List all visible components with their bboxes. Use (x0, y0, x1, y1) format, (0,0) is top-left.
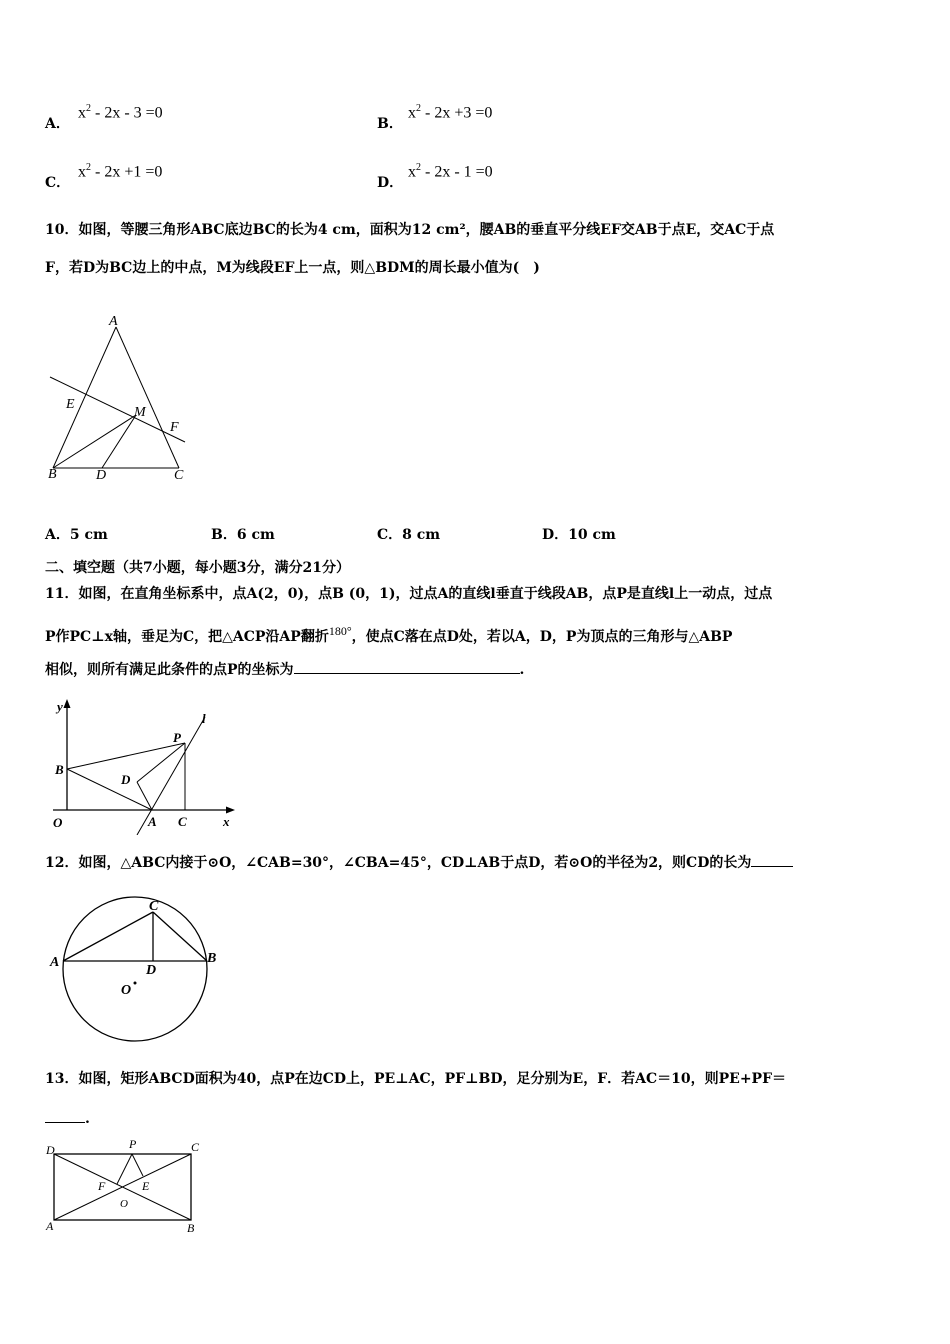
label-c: C (178, 814, 187, 829)
q10-option-a: A．5 cm (45, 527, 108, 543)
segment-da (137, 782, 152, 810)
segment-pe (132, 1154, 143, 1176)
q9-option-b-formula (408, 103, 492, 122)
q13-answer-blank[interactable] (45, 1108, 85, 1123)
label-d: D (46, 1143, 55, 1157)
q9-option-a-letter: A． (45, 116, 70, 132)
label-e: E (142, 1179, 150, 1193)
q11-line3 (45, 659, 524, 680)
label-f: F (98, 1179, 106, 1193)
label-a: A (50, 955, 60, 970)
y-axis-arrow (64, 699, 71, 708)
label-a: A (46, 1219, 54, 1233)
q9-option-c (45, 173, 70, 193)
label-c: C (174, 468, 184, 483)
q10-option-b: B．6 cm (211, 527, 275, 543)
formula-part: - 2x +3 =0 (421, 104, 493, 122)
formula-sup: 2 (416, 162, 421, 173)
label-a: A (148, 814, 157, 829)
label-c: C (149, 899, 159, 914)
formula-sup: 2 (416, 103, 421, 114)
label-l: l (202, 711, 206, 726)
formula-sup: 2 (86, 103, 91, 114)
q10-line2: F，若D为BC边上的中点，M为线段EF上一点，则△BDM的周长最小值为( ) (45, 260, 540, 276)
q9-option-a (45, 114, 70, 134)
label-b: B (48, 467, 57, 482)
x-axis-arrow (226, 807, 235, 814)
label-e: E (66, 397, 75, 412)
q11-degree: 180° (328, 624, 352, 638)
label-d: D (121, 772, 131, 787)
q12-circle-figure (45, 890, 225, 1060)
q9-option-c-letter: C． (45, 175, 71, 191)
segment-dm (102, 415, 136, 468)
q9-option-d (377, 173, 403, 193)
formula-sup: 2 (86, 162, 91, 173)
label-c: C (191, 1140, 200, 1154)
formula-part: x (78, 104, 86, 122)
formula-part: x (78, 163, 86, 181)
segment-ba (67, 769, 152, 810)
label-o: O (53, 815, 63, 830)
segment-bp (67, 743, 185, 769)
label-b: B (55, 762, 64, 777)
label-p: P (173, 730, 181, 745)
q13-period: . (85, 1111, 90, 1127)
q11-line2-post: ，使点C落在点D处，若以A，D，P为顶点的三角形与△ABP (351, 629, 733, 645)
side-ab (53, 327, 116, 468)
label-d: D (146, 963, 157, 978)
q9-option-d-formula (408, 162, 493, 181)
label-f: F (170, 420, 179, 435)
label-y: y (57, 699, 63, 714)
q11-line2-pre: P作PC⊥x轴，垂足为C，把△ACP沿AP翻折 (45, 629, 329, 645)
q11-coordinate-figure (45, 695, 240, 835)
label-o: O (121, 983, 132, 998)
q10-option-d: D．10 cm (542, 527, 616, 543)
label-a: A (109, 314, 118, 329)
q11-line3-text: 相似，则所有满足此条件的点P的坐标为 (45, 662, 294, 678)
segment-bm (53, 415, 136, 468)
q9-option-b (377, 114, 403, 134)
formula-part: - 2x +1 =0 (91, 163, 163, 181)
center-point (134, 982, 137, 985)
q12-text: 12．如图，△ABC内接于⊙O，∠CAB=30°，∠CBA=45°，CD⊥AB于点D，若⊙O的半径为2，则CD的长为 (45, 855, 752, 871)
segment-pf (117, 1154, 132, 1184)
q9-option-c-formula (78, 162, 162, 181)
formula-part: - 2x - 1 =0 (421, 163, 493, 181)
label-m: M (134, 405, 146, 420)
segment-pd (137, 743, 185, 782)
q9-option-a-formula (78, 103, 163, 122)
label-p: P (129, 1137, 137, 1151)
label-d: D (96, 468, 107, 483)
q12-line1 (45, 852, 793, 873)
q9-option-b-letter: B． (377, 116, 403, 132)
q9-option-d-letter: D． (377, 175, 404, 191)
circle-o (63, 897, 207, 1041)
formula-part: x (408, 104, 416, 122)
q13-line1: 13．如图，矩形ABCD面积为40，点P在边CD上，PE⊥AC，PF⊥BD，足分别为E，F．若AC＝10，则PE+PF＝ (45, 1071, 787, 1087)
chord-ac (63, 912, 153, 961)
q12-answer-blank[interactable] (751, 852, 793, 867)
label-b: B (187, 1221, 195, 1235)
label-b: B (207, 951, 217, 966)
formula-part: x (408, 163, 416, 181)
q10-triangle-figure (40, 310, 200, 485)
q10-line1: 10．如图，等腰三角形ABC底边BC的长为4 cm，面积为12 cm²，腰AB的垂直平分线EF交AB于点E，交AC于点 (45, 222, 775, 238)
q13-rectangle-figure (40, 1135, 210, 1235)
q11-line1: 11．如图，在直角坐标系中，点A(2，0)，点B (0，1)，过点A的直线l垂直于线段AB，点P是直线l上一动点，过点 (45, 586, 773, 602)
q11-line2 (45, 621, 732, 647)
section-heading: 二、填空题（共7小题，每小题3分，满分21分） (45, 560, 350, 576)
label-o: O (120, 1198, 128, 1210)
label-x: x (223, 814, 230, 829)
q11-answer-blank[interactable] (294, 659, 520, 674)
q10-option-c: C．8 cm (377, 527, 441, 543)
q11-period: . (519, 662, 525, 678)
q13-line2 (45, 1108, 90, 1129)
formula-part: - 2x - 3 =0 (91, 104, 163, 122)
side-ac (116, 327, 179, 468)
